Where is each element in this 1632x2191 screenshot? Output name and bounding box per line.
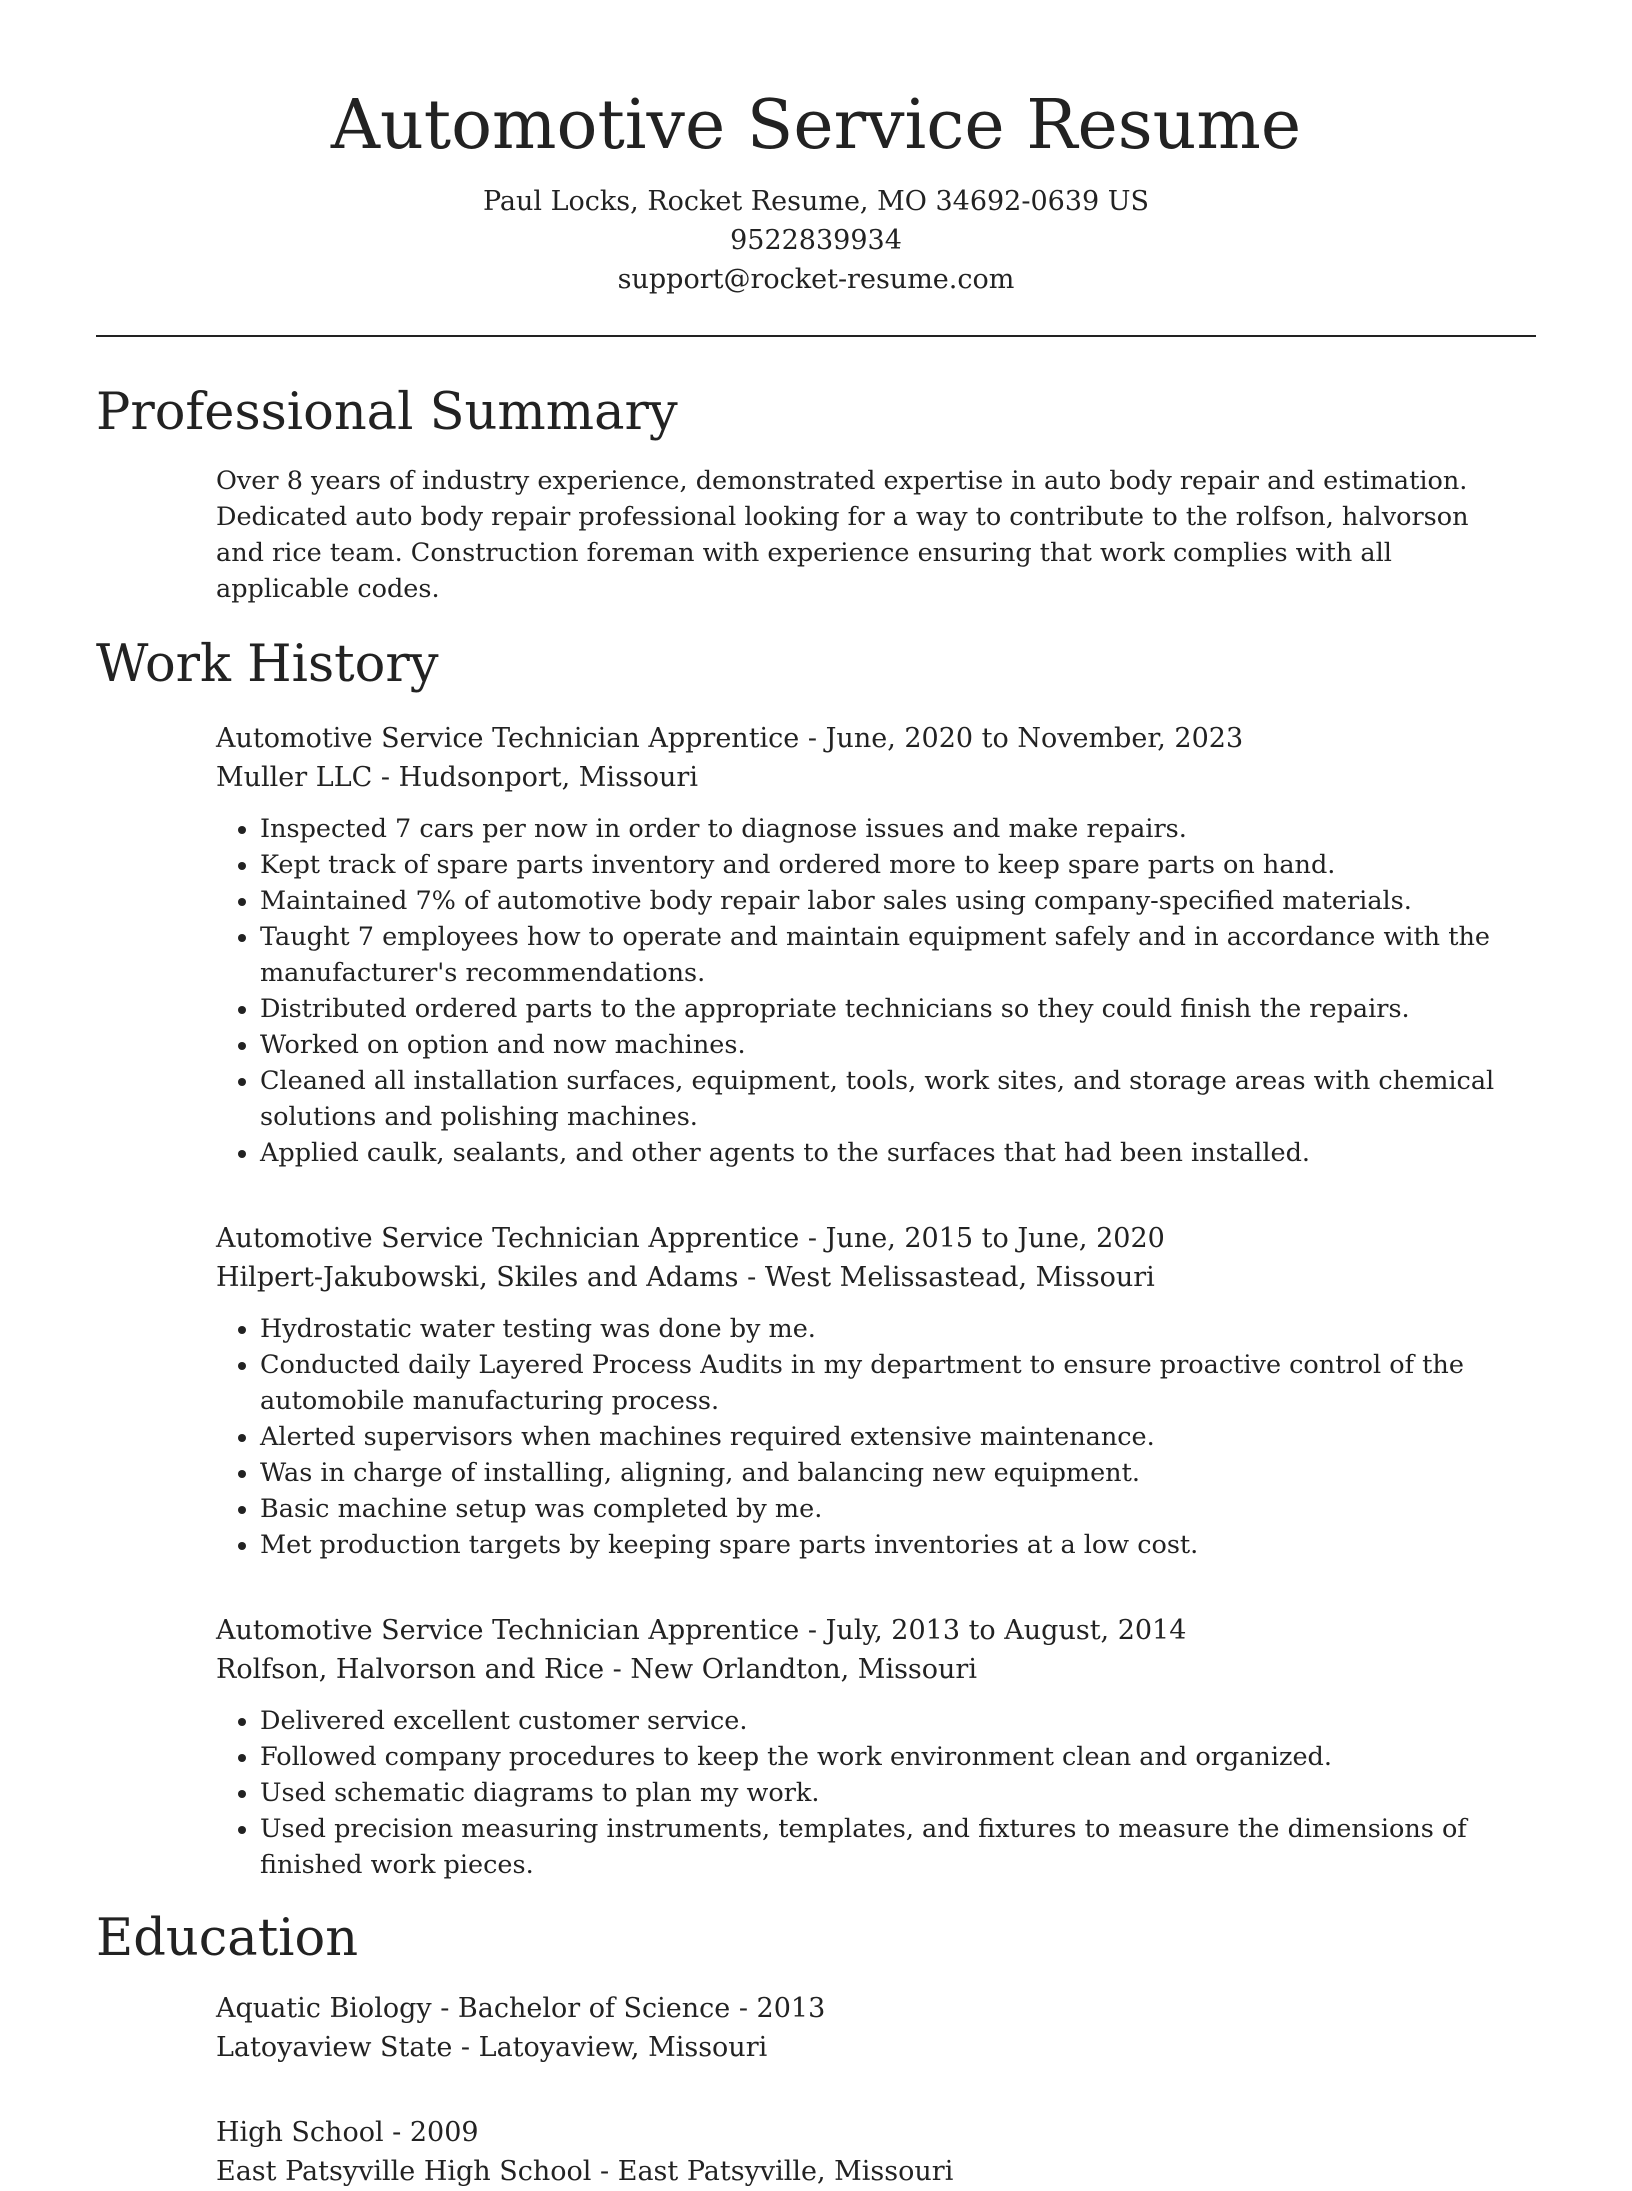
separator: - [747,1262,765,1293]
bullet-item: • Basic machine setup was completed by me. [260,1491,1500,1527]
job-company-line [216,1258,1500,1297]
job-company: Muller LLC [216,762,373,793]
job-location: New Orlandton, Missouri [630,1654,977,1685]
bullet-item: • Met production targets by keeping spare parts inventories at a low cost. [260,1527,1500,1563]
contact-email: support@rocket-resume.com [617,264,1015,295]
header-divider [96,335,1536,337]
school-name: East Patsyville High School [216,2156,592,2187]
job-title-line [216,1219,1500,1258]
bullet-item: • Conducted daily Layered Process Audits in my department to ensure proactive control of the automobile manufacturing process. [260,1347,1500,1419]
job-title-line [216,1611,1500,1650]
job-dates: June, 2020 to November, 2023 [825,723,1244,754]
separator: - [807,1223,826,1254]
bullet-item: • Kept track of spare parts inventory and ordered more to keep spare parts on hand. [260,847,1500,883]
bullet-item: • Inspected 7 cars per now in order to diagnose issues and make repairs. [260,811,1500,847]
bullet-item: • Followed company procedures to keep the work environment clean and organized. [260,1739,1500,1775]
separator: - [807,1615,826,1646]
separator: - [380,762,399,793]
separator: - [807,723,826,754]
job-entry [216,1611,1500,1883]
job-dates: June, 2015 to June, 2020 [825,1223,1165,1254]
bullet-item: • Worked on option and now machines. [260,1027,1500,1063]
degree-line: High School - 2009 [216,2117,479,2148]
separator: - [460,2032,479,2063]
contact-phone: 9522839934 [730,225,902,256]
job-company: Hilpert-Jakubowski, Skiles and Adams [216,1262,739,1293]
contact-address: Paul Locks, Rocket Resume, MO 34692-0639 US [482,186,1150,217]
job-title: Automotive Service Technician Apprentice [216,723,800,754]
job-dates: July, 2013 to August, 2014 [825,1615,1187,1646]
bullet-item: • Maintained 7% of automotive body repair labor sales using company-specified materials. [260,883,1500,919]
bullet-item: • Distributed ordered parts to the appropriate technicians so they could finish the repairs. [260,991,1500,1027]
job-title: Automotive Service Technician Apprentice [216,1223,800,1254]
bullet-item: • Taught 7 employees how to operate and maintain equipment safely and in accordance with the manufacturer's recommendations. [260,919,1500,991]
school-location: East Patsyville, Missouri [617,2156,954,2187]
bullet-item: • Alerted supervisors when machines required extensive maintenance. [260,1419,1500,1455]
section-heading-summary: Professional Summary [96,383,678,442]
section-heading-work: Work History [96,635,439,694]
summary-text: Over 8 years of industry experience, demonstrated expertise in auto body repair and estimation. Dedicated auto body repair professional looking for a way to contribute to the rolfson, halvorson and rice team. Construction foreman with experience ensuring that work complies with all applicable codes. [216,466,1469,604]
job-bullets [216,1703,1500,1883]
job-title-line [216,719,1500,758]
section-heading-education: Education [96,1909,359,1968]
bullet-item: • Applied caulk, sealants, and other agents to the surfaces that had been installed. [260,1135,1500,1171]
bullet-item: • Hydrostatic water testing was done by me. [260,1311,1500,1347]
contact-block [96,182,1536,299]
school-line [216,2028,1500,2067]
bullet-item: • Used precision measuring instruments, templates, and fixtures to measure the dimensions of finished work pieces. [260,1811,1500,1883]
resume-title: Automotive Service Resume [330,86,1302,165]
bullet-item: • Was in charge of installing, aligning, and balancing new equipment. [260,1455,1500,1491]
job-title: Automotive Service Technician Apprentice [216,1615,800,1646]
resume-page [96,80,1536,2191]
work-history-section [96,629,1536,1883]
job-company: Rolfson, Halvorson and Rice [216,1654,605,1685]
separator: - [612,1654,631,1685]
school-line [216,2152,1500,2191]
education-entry [216,2113,1500,2191]
education-section [96,1903,1536,2191]
job-location: West Melissastead, Missouri [764,1262,1155,1293]
separator: - [600,2156,618,2187]
job-bullets [216,1311,1500,1563]
bullet-item: • Delivered excellent customer service. [260,1703,1500,1739]
job-company-line [216,758,1500,797]
professional-summary-section [96,377,1536,607]
school-name: Latoyaview State [216,2032,453,2063]
job-entry [216,719,1500,1171]
job-company-line [216,1650,1500,1689]
education-entry [216,1989,1500,2067]
bullet-item: • Cleaned all installation surfaces, equipment, tools, work sites, and storage areas with chemical solutions and polishing machines. [260,1063,1500,1135]
job-entry [216,1219,1500,1563]
school-location: Latoyaview, Missouri [478,2032,768,2063]
bullet-item: • Used schematic diagrams to plan my work. [260,1775,1500,1811]
job-bullets [216,811,1500,1171]
degree-line: Aquatic Biology - Bachelor of Science - 2013 [216,1993,826,2024]
job-location: Hudsonport, Missouri [398,762,698,793]
